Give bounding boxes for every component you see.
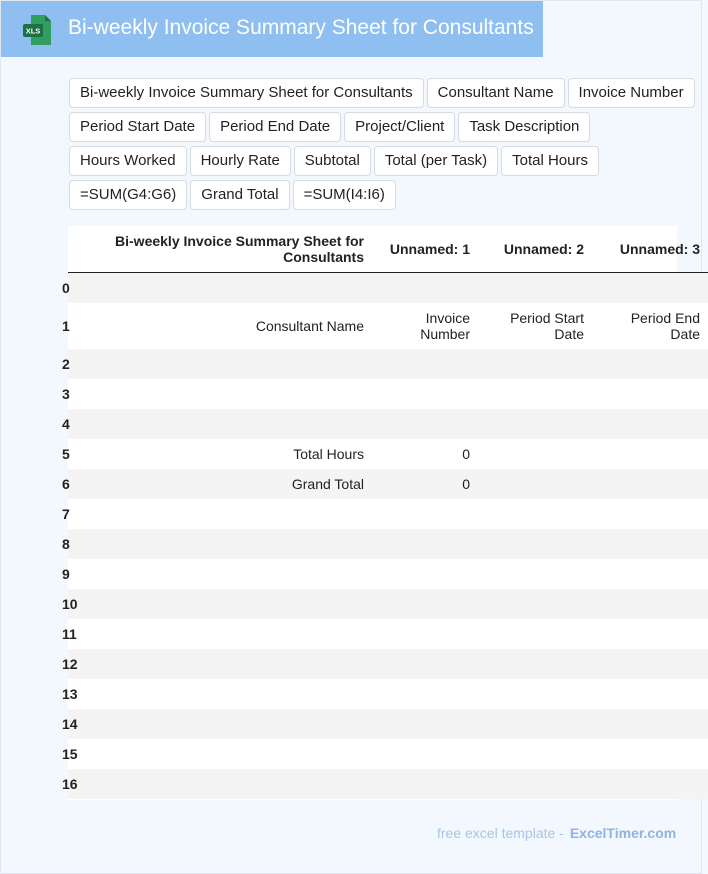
table-cell	[372, 349, 478, 379]
table-cell	[372, 379, 478, 409]
xls-file-icon	[22, 14, 52, 46]
column-chip[interactable]: Bi-weekly Invoice Summary Sheet for Consultants	[69, 78, 424, 108]
column-chip[interactable]: Consultant Name	[427, 78, 565, 108]
table-row	[68, 409, 708, 439]
table-cell	[478, 709, 592, 739]
footer-brand-link[interactable]: ExcelTimer.com	[569, 825, 677, 841]
footer-credit	[437, 825, 676, 841]
row-index-label: 13	[62, 686, 78, 702]
table-cell	[592, 499, 708, 529]
footer-text: free excel template -	[437, 825, 564, 841]
column-chip[interactable]: Hours Worked	[69, 146, 187, 176]
table-cell	[592, 559, 708, 589]
table-cell	[74, 529, 372, 559]
row-index-label: 14	[62, 716, 78, 732]
table-cell	[478, 559, 592, 589]
table-cell	[478, 649, 592, 679]
row-index-label: 5	[62, 446, 70, 462]
row-index-label: 3	[62, 386, 70, 402]
table-cell	[592, 469, 708, 499]
data-table	[62, 226, 708, 799]
column-header: Bi-weekly Invoice Summary Sheet for Consultants	[74, 226, 372, 273]
data-table-container[interactable]	[62, 226, 700, 800]
table-row	[68, 589, 708, 619]
row-index-label: 1	[62, 318, 70, 334]
table-row	[68, 679, 708, 709]
row-index-label: 12	[62, 656, 78, 672]
column-chip[interactable]: Grand Total	[190, 180, 289, 210]
table-cell	[74, 379, 372, 409]
column-header: Unnamed: 1	[372, 226, 478, 273]
table-cell	[592, 589, 708, 619]
table-cell	[478, 769, 592, 799]
table-cell	[372, 709, 478, 739]
table-row	[68, 649, 708, 679]
table-header-row	[68, 226, 708, 273]
table-row	[68, 769, 708, 799]
column-chip[interactable]: Task Description	[458, 112, 590, 142]
row-index-label: 11	[62, 626, 77, 642]
table-cell	[478, 679, 592, 709]
table-cell	[592, 379, 708, 409]
row-index-label: 16	[62, 776, 78, 792]
table-cell	[478, 349, 592, 379]
table-cell	[478, 469, 592, 499]
table-cell	[74, 559, 372, 589]
table-row	[68, 439, 708, 469]
column-chip[interactable]: Total (per Task)	[374, 146, 498, 176]
column-chip[interactable]: =SUM(I4:I6)	[293, 180, 396, 210]
table-cell	[74, 619, 372, 649]
column-chip[interactable]: Total Hours	[501, 146, 599, 176]
table-cell	[592, 739, 708, 769]
table-row	[68, 529, 708, 559]
table-cell	[372, 529, 478, 559]
table-row	[68, 559, 708, 589]
row-index-label: 15	[62, 746, 78, 762]
table-cell	[372, 739, 478, 769]
table-cell	[592, 649, 708, 679]
table-cell: Grand Total	[291, 476, 364, 492]
table-cell	[478, 619, 592, 649]
table-cell	[74, 649, 372, 679]
table-cell	[592, 619, 708, 649]
table-cell	[372, 589, 478, 619]
table-cell: Invoice Number	[420, 310, 470, 342]
column-chip[interactable]: Period Start Date	[69, 112, 206, 142]
table-cell	[74, 739, 372, 769]
column-header: Unnamed: 2	[478, 226, 592, 273]
table-row	[68, 469, 708, 499]
table-row	[68, 303, 708, 349]
column-chip[interactable]: Project/Client	[344, 112, 455, 142]
table-row	[68, 349, 708, 379]
table-cell	[74, 349, 372, 379]
column-chip[interactable]: Period End Date	[209, 112, 341, 142]
table-cell	[478, 273, 592, 304]
table-cell	[592, 349, 708, 379]
table-cell: Total Hours	[293, 446, 364, 462]
table-row	[68, 273, 708, 304]
column-chip-list	[69, 78, 699, 210]
column-chip[interactable]: =SUM(G4:G6)	[69, 180, 187, 210]
table-cell	[478, 439, 592, 469]
table-cell	[74, 409, 372, 439]
table-cell	[478, 409, 592, 439]
table-cell: Period Start Date	[510, 310, 584, 342]
table-cell	[74, 273, 372, 304]
row-index-label: 8	[62, 536, 70, 552]
page-title: Bi-weekly Invoice Summary Sheet for Consultants	[68, 16, 534, 39]
table-cell	[592, 769, 708, 799]
table-cell	[74, 709, 372, 739]
table-cell	[478, 739, 592, 769]
table-cell	[74, 679, 372, 709]
table-cell	[372, 679, 478, 709]
row-index-label: 2	[62, 356, 70, 372]
row-index-label: 9	[62, 566, 70, 582]
column-chip[interactable]: Subtotal	[294, 146, 371, 176]
table-cell	[592, 529, 708, 559]
table-cell: 0	[462, 476, 470, 492]
row-index-label: 4	[62, 416, 70, 432]
header-banner	[1, 1, 543, 57]
column-chip[interactable]: Hourly Rate	[190, 146, 291, 176]
column-header: Unnamed: 3	[592, 226, 708, 273]
table-row	[68, 379, 708, 409]
row-index-label: 6	[62, 476, 70, 492]
row-index-label: 7	[62, 506, 70, 522]
table-cell	[478, 379, 592, 409]
table-cell	[478, 589, 592, 619]
table-cell	[372, 409, 478, 439]
table-row	[68, 739, 708, 769]
row-index-label: 0	[62, 280, 70, 296]
table-row	[68, 499, 708, 529]
column-chip[interactable]: Invoice Number	[568, 78, 695, 108]
table-row	[68, 619, 708, 649]
table-cell	[372, 649, 478, 679]
table-cell	[592, 709, 708, 739]
table-cell: Period End Date	[630, 310, 700, 342]
svg-text:XLS: XLS	[25, 26, 41, 36]
table-cell	[592, 273, 708, 304]
table-cell	[592, 679, 708, 709]
table-cell	[592, 439, 708, 469]
table-cell	[74, 499, 372, 529]
table-cell	[372, 273, 478, 304]
table-cell	[592, 409, 708, 439]
table-row	[68, 709, 708, 739]
table-cell	[74, 769, 372, 799]
row-index-label: 10	[62, 596, 78, 612]
table-cell: 0	[462, 446, 470, 462]
table-cell	[74, 589, 372, 619]
table-cell	[372, 619, 478, 649]
table-cell	[372, 769, 478, 799]
table-cell	[478, 529, 592, 559]
table-cell	[372, 559, 478, 589]
table-cell: Consultant Name	[255, 318, 364, 334]
table-cell	[372, 499, 478, 529]
table-cell	[478, 499, 592, 529]
